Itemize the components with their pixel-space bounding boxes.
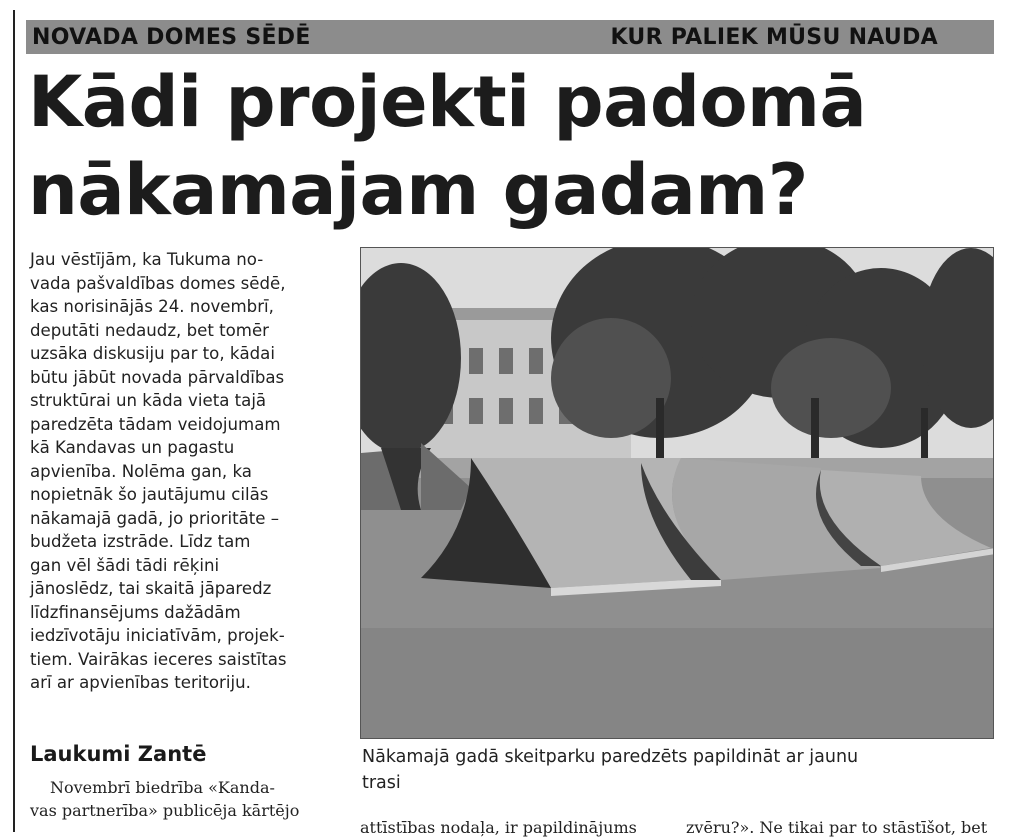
text-line: kā Kandavas un pagastu [30,438,235,457]
rubric-label: KUR PALIEK MŪSU NAUDA [610,24,938,50]
caption-line-1: Nākamajā gadā skeitparku paredzēts papildināt ar jaunu [362,747,859,767]
text-line: budžeta izstrāde. Līdz tam [30,532,251,551]
column-3-text: zvēru?». Ne tikai par to stāstīšot, bet [686,818,988,837]
skatepark-photo [360,247,994,739]
text-line: kas norisinājās 24. novembrī, [30,297,274,316]
text-line: iedzīvotāju iniciatīvām, projek- [30,626,285,645]
text-line: paredzēta tādam veidojumam [30,414,281,434]
text-line: Jau vēstījām, ka Tukuma no- [30,250,264,269]
lead-paragraph [30,248,350,695]
section-label: NOVADA DOMES SĒDĒ [32,24,311,50]
text-line: apvienība. Nolēma gan, ka [30,461,252,481]
article-headline [28,58,988,234]
section-subheading: Laukumi Zantē [30,742,207,766]
text-line: struktūrai un kāda vieta tajā [30,391,267,410]
text-line: līdzfinansējums dažādām [30,602,241,622]
body-paragraph [30,776,360,822]
text-line: vas partnerība» publicēja kārtējo [30,801,300,820]
text-line: arī ar apvienības teritoriju. [30,673,251,692]
headline-line-2: nākamajam gadam? [28,149,808,231]
section-banner [26,20,994,54]
text-line: gan vēl šādi tādi rēķini [30,555,220,575]
caption-line-2: trasi [362,773,401,793]
text-line: deputāti nedaudz, bet tomēr [30,320,269,340]
text-line: tiem. Vairākas ieceres saistītas [30,649,287,669]
photo-caption [362,744,992,796]
text-line: nopietnāk šo jautājumu cilās [30,485,269,504]
headline-line-1: Kādi projekti padomā [28,61,867,143]
text-line: uzsāka diskusiju par to, kādai [30,344,275,363]
text-line: nākamajā gadā, jo prioritāte – [30,508,280,528]
left-column-rule [13,10,15,832]
text-line: Novembrī biedrība «Kanda- [50,778,275,797]
column-2-text: attīstības nodaļa, ir papildinājums [360,818,637,837]
text-line: jānoslēdz, tai skaitā jāparedz [30,579,272,598]
text-line: būtu jābūt novada pārvaldības [30,367,285,387]
text-line: vada pašvaldības domes sēdē, [30,273,286,293]
